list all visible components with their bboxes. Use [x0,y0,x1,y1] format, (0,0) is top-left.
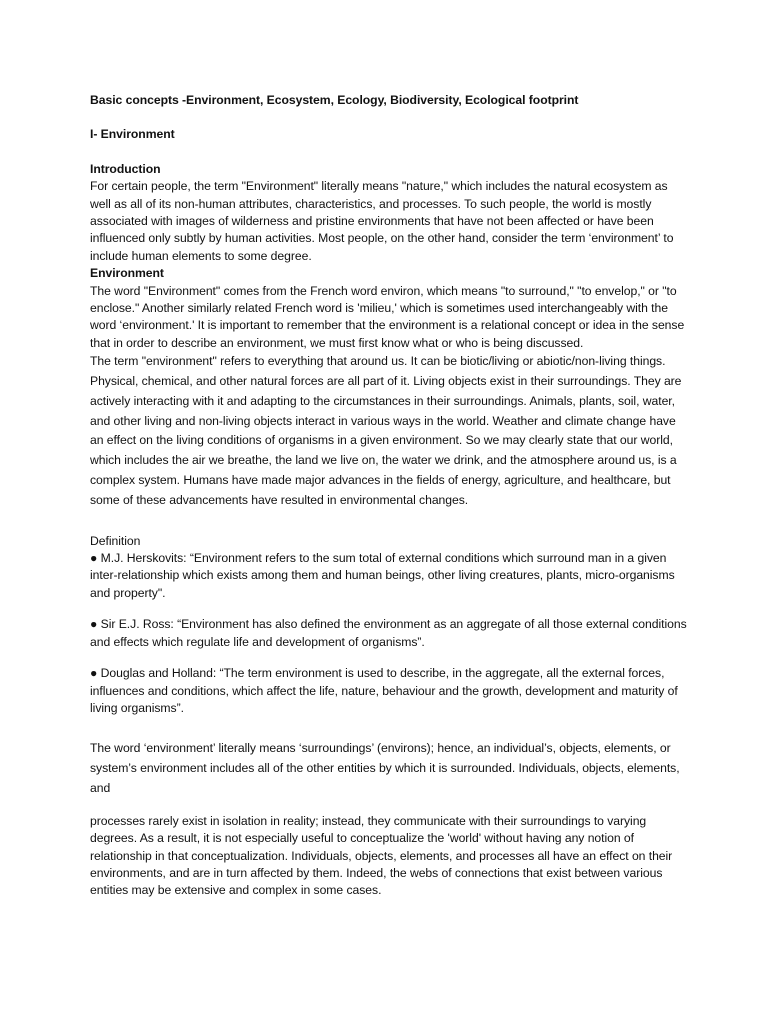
environment-paragraph-2: The term "environment" refers to everything that around us. It can be biotic/living or abiotic/non-living things. Physical, chemical, and other natural forces are all part of it. Living objects exist in their surroundings. They are actively interacting with it and adapting to the circumstances in their surroundings. Animals, plants, soil, water, and other living and non-living objects interact in various ways in the world. Weather and climate change have an effect on the living conditions of organisms in a given environment. So we may clearly state that our world, which includes the air we breathe, the land we live on, the water we drink, and the atmosphere around us, is a complex system. Humans have made major advances in the fields of energy, agriculture, and healthcare, but some of these advancements have resulted in environmental changes. [90,354,682,507]
intro-paragraph: For certain people, the term "Environment" literally means "nature," which includes the natural ecosystem as well as all of its non-human attributes, characteristics, and processes. To such people, the world is mostly associated with images of wilderness and pristine environments that have not been affected or have been influenced only subtly by human activities. Most people, on the other hand, consider the term ‘environment’ to include human elements to some degree. [90,179,674,263]
closing-paragraph-2: processes rarely exist in isolation in reality; instead, they communicate with their surroundings to varying degrees. As a result, it is not especially useful to conceptualize the 'world' without having any notion of relationship in that conceptualization. Individuals, objects, elements, and processes all have an effect on their environments, and are in turn affected by them. Indeed, the webs of connections that exist between various entities may be extensive and complex in some cases. [90,813,673,898]
environment-paragraph-1: The word "Environment" comes from the French word environ, which means "to surround," "to envelop," or "to enclose." Another similarly related French word is 'milieu,' which is sometimes used interchangeably with the word ‘environment.' It is important to remember that the environment is a relational concept or idea in the sense that in order to describe an environment, we must first know what or who is being discussed. [90,283,685,350]
closing-paragraph-1: The word ‘environment’ literally means ‘surroundings’ (environs); hence, an individual’s, objects, elements, or system’s environment includes all of the other entities by which it is surrounded. Individuals, objects, elements, and [90,741,680,795]
document-title: Basic concepts -Environment, Ecosystem, Ecology, Biodiversity, Ecological footprint [90,93,579,107]
section-heading: I- Environment [90,127,175,142]
definition-bullet-douglas-holland: ● Douglas and Holland: “The term environment is used to describe, in the aggregate, all the external forces, influences and conditions, which affect the life, nature, behaviour and the growth, development and maturity of living organisms”. [90,666,678,715]
definition-heading: Definition [90,533,141,548]
document-page [90,92,690,900]
definition-bullet-ross: ● Sir E.J. Ross: “Environment has also defined the environment as an aggregate of all those external conditions and effects which regulate life and development of organisms”. [90,617,687,649]
environment-heading: Environment [90,266,164,281]
definition-bullet-herskovits: ● M.J. Herskovits: “Environment refers to the sum total of external conditions which surround man in a given inter-relationship which exists among them and human beings, other living creatures, plants, micro-organisms and property". [90,551,675,600]
intro-heading: Introduction [90,161,161,176]
